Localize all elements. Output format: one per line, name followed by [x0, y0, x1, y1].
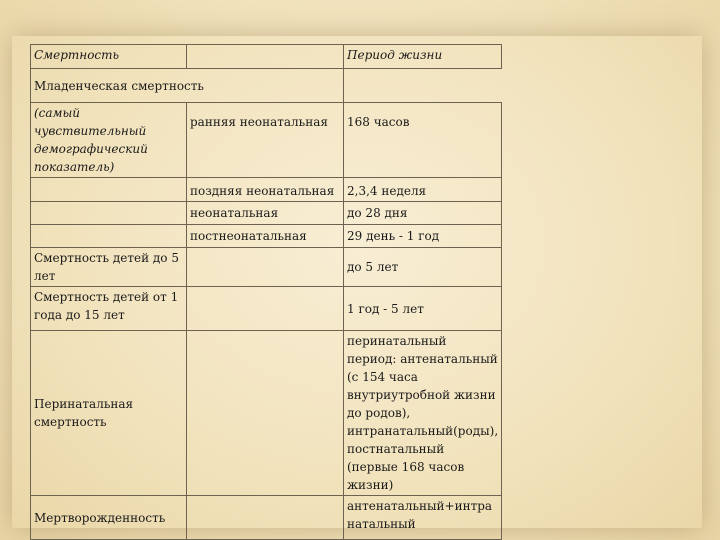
- infant-title-row: [31, 69, 522, 103]
- infant-mortality-note: (самый чувствительный демографический показатель): [31, 103, 187, 178]
- value-cell: 168 часов: [344, 103, 502, 178]
- period-cell: поздняя неонатальная: [187, 178, 344, 202]
- table-row: [31, 178, 522, 202]
- period-cell: неонатальная: [187, 202, 344, 225]
- table-row: [31, 496, 522, 540]
- value-cell: до 28 дня: [344, 202, 502, 225]
- infant-mortality-title: Младенческая смертность: [31, 69, 344, 103]
- table-row: [31, 331, 522, 496]
- row-label: Смертность детей до 5 лет: [31, 248, 187, 287]
- table-row: [31, 103, 522, 178]
- period-cell: постнеонатальная: [187, 225, 344, 248]
- header-empty: [187, 45, 344, 69]
- row-value: 1 год - 5 лет: [344, 287, 502, 331]
- row-value: перинатальный период: антенатальный (с 154 часа внутриутробной жизни до родов), интранатальный(роды), постнатальный (первые 168 часов жизни): [344, 331, 502, 496]
- period-cell: ранняя неонатальная: [187, 103, 344, 178]
- row-label: Смертность детей от 1 года до 15 лет: [31, 287, 187, 331]
- table-row: [31, 287, 522, 331]
- row-value: до 5 лет: [344, 248, 502, 287]
- table-row: [31, 202, 522, 225]
- row-label: Перинатальная смертность: [31, 331, 187, 496]
- value-cell: 29 день - 1 год: [344, 225, 502, 248]
- header-life-period: Период жизни: [344, 45, 502, 69]
- mortality-table: [30, 44, 522, 540]
- row-value: антенатальный+интранатальный: [344, 496, 502, 540]
- value-cell: 2,3,4 неделя: [344, 178, 502, 202]
- header-mortality: Смертность: [31, 45, 187, 69]
- header-row: [31, 45, 522, 69]
- table-row: [31, 248, 522, 287]
- row-label: Мертворожденность: [31, 496, 187, 540]
- table-row: [31, 225, 522, 248]
